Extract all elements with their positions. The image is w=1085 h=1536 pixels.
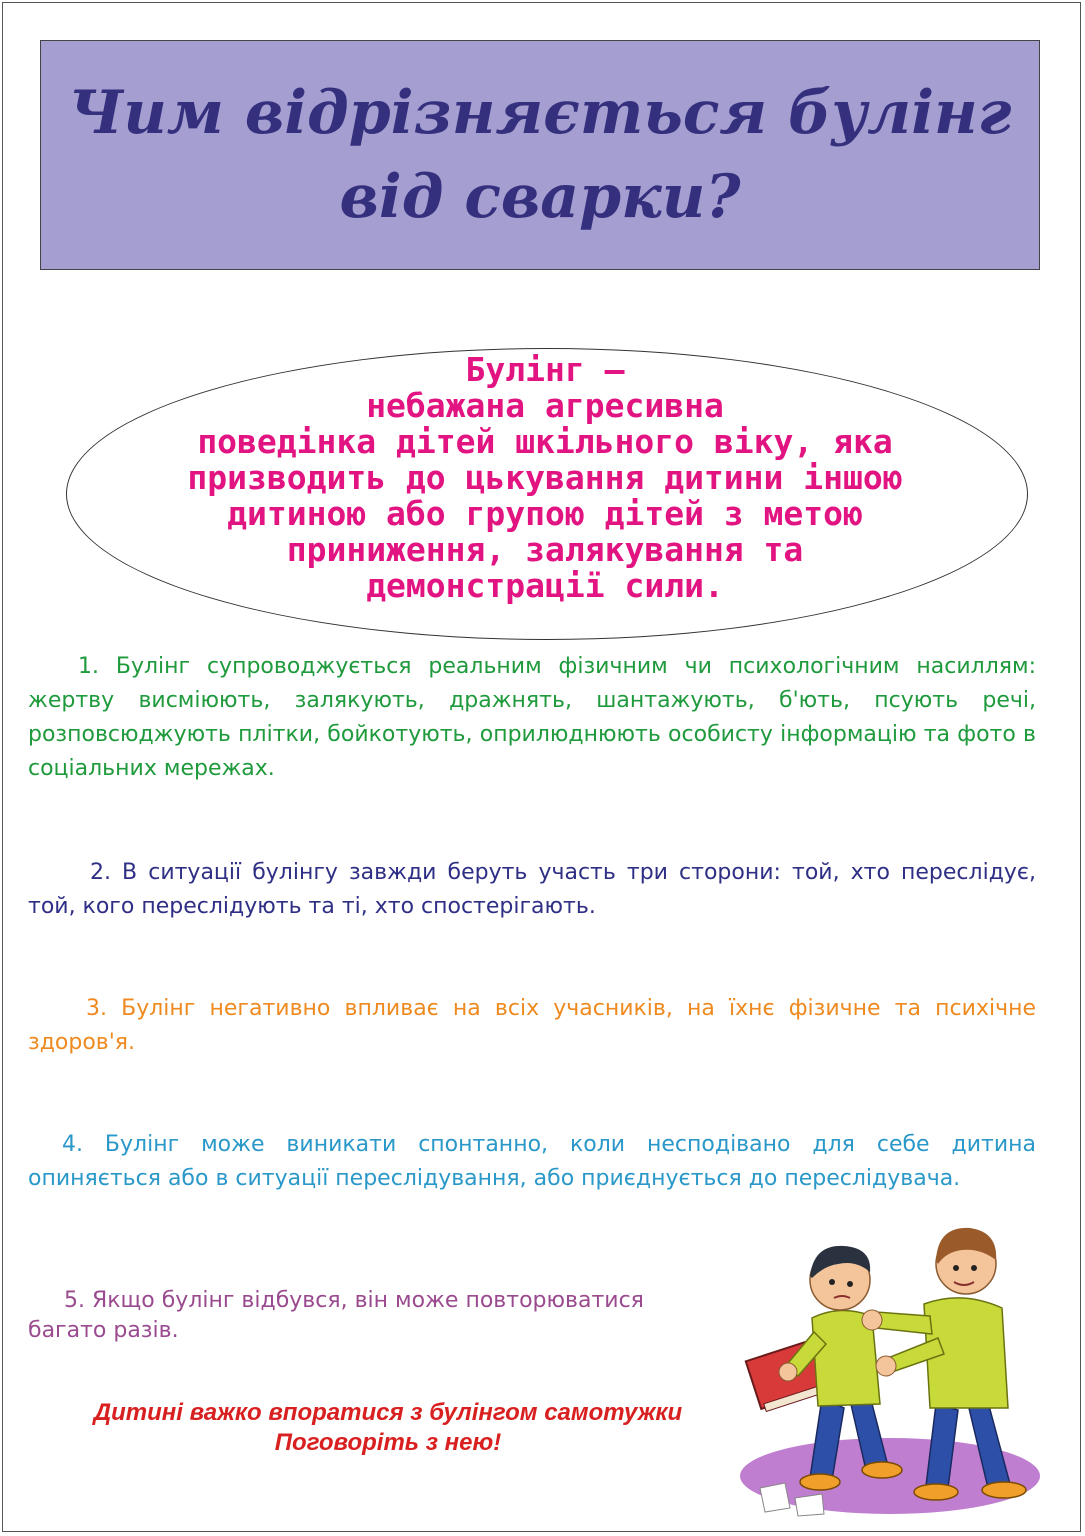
page-title-line-1: Чим відрізняється булінг (68, 78, 1012, 148)
closing-line-1: Дитині важко впоратися з булінгом самотужки (93, 1399, 683, 1426)
page-title-line-2: від сварки? (339, 162, 741, 232)
definition-line: поведінка дітей шкільного віку, яка (197, 422, 893, 461)
title-box (40, 40, 1040, 270)
closing-message (28, 1398, 748, 1458)
definition-text (80, 352, 1010, 604)
definition-line: призводить до цькування дитини іншою (187, 458, 903, 497)
definition-line: дитиною або групою дітей з метою (227, 494, 863, 533)
definition-line: приниження, залякування та (286, 530, 804, 569)
definition-line: небажана агресивна (366, 386, 724, 425)
point-1: 1. Булінг супроводжується реальним фізичним чи психологічним насиллям: жертву висміюють, залякують, дражнять, шантажують, б'ють, псують речі, розповсюджують плітки, бойкотують, оприлюднюють особисту інформацію та фото в соціальних мережах. (28, 654, 1036, 781)
point-5 (28, 1286, 748, 1346)
definition-line: демонстрації сили. (366, 566, 724, 605)
point-3: 3. Булінг негативно впливає на всіх учасників, на їхнє фізичне та психічне здоров'я. (28, 996, 1036, 1055)
point-5-line-2: багато разів. (28, 1318, 179, 1343)
point-4: 4. Булінг може виникати спонтанно, коли несподівано для себе дитина опиняється або в ситуації переслідування, або приєднується до переслідувача. (28, 1132, 1036, 1191)
point-5-line-1: 5. Якщо булінг відбувся, він може повторюватися (64, 1288, 644, 1313)
boys-pushing-illustration-icon (740, 1208, 1050, 1518)
point-2: 2. В ситуації булінгу завжди беруть участь три сторони: той, хто переслідує, той, кого переслідують та ті, хто спостерігають. (28, 860, 1036, 919)
definition-line: Булінг – (465, 350, 625, 389)
closing-line-2: Поговоріть з нею! (274, 1429, 502, 1456)
